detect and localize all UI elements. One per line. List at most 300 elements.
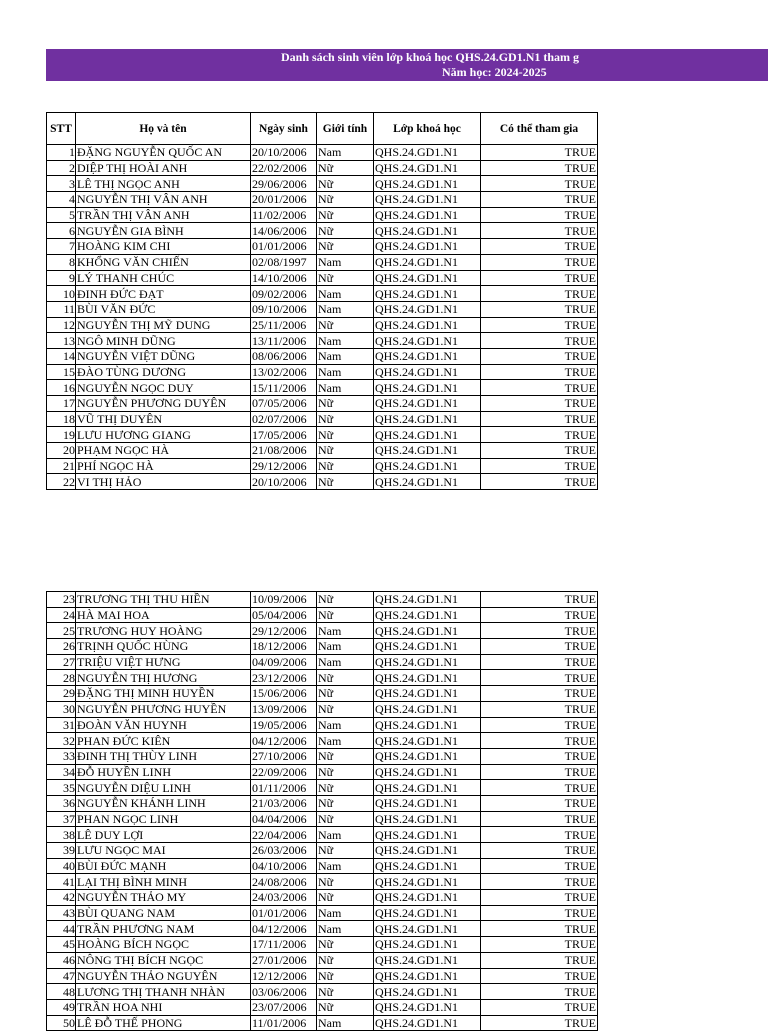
cell-gender: Nam xyxy=(317,1015,374,1031)
cell-class: QHS.24.GD1.N1 xyxy=(374,764,481,780)
cell-can-join: TRUE xyxy=(481,443,598,459)
cell-can-join: TRUE xyxy=(481,348,598,364)
cell-gender: Nam xyxy=(317,733,374,749)
cell-stt: 37 xyxy=(47,811,76,827)
cell-birthdate: 13/02/2006 xyxy=(251,364,317,380)
cell-can-join: TRUE xyxy=(481,748,598,764)
cell-name: TRẦN THỊ VÂN ANH xyxy=(76,207,251,223)
cell-class: QHS.24.GD1.N1 xyxy=(374,780,481,796)
cell-gender: Nữ xyxy=(317,811,374,827)
cell-name: PHẠM NGỌC HÀ xyxy=(76,443,251,459)
cell-birthdate: 09/02/2006 xyxy=(251,286,317,302)
cell-birthdate: 13/09/2006 xyxy=(251,701,317,717)
cell-birthdate: 09/10/2006 xyxy=(251,301,317,317)
cell-stt: 36 xyxy=(47,795,76,811)
cell-stt: 2 xyxy=(47,160,76,176)
table-row xyxy=(47,843,598,859)
cell-birthdate: 15/06/2006 xyxy=(251,686,317,702)
cell-stt: 29 xyxy=(47,686,76,702)
cell-stt: 47 xyxy=(47,968,76,984)
cell-birthdate: 02/07/2006 xyxy=(251,411,317,427)
cell-gender: Nữ xyxy=(317,764,374,780)
cell-stt: 14 xyxy=(47,348,76,364)
cell-birthdate: 25/11/2006 xyxy=(251,317,317,333)
cell-gender: Nam xyxy=(317,905,374,921)
cell-stt: 23 xyxy=(47,592,76,608)
cell-gender: Nam xyxy=(317,286,374,302)
cell-birthdate: 23/07/2006 xyxy=(251,999,317,1015)
cell-birthdate: 19/05/2006 xyxy=(251,717,317,733)
table-row xyxy=(47,701,598,717)
cell-stt: 42 xyxy=(47,890,76,906)
cell-class: QHS.24.GD1.N1 xyxy=(374,301,481,317)
cell-stt: 26 xyxy=(47,639,76,655)
cell-name: NGUYỄN THẢO NGUYÊN xyxy=(76,968,251,984)
cell-stt: 45 xyxy=(47,937,76,953)
cell-can-join: TRUE xyxy=(481,192,598,208)
cell-gender: Nữ xyxy=(317,160,374,176)
cell-can-join: TRUE xyxy=(481,270,598,286)
cell-class: QHS.24.GD1.N1 xyxy=(374,890,481,906)
table-row xyxy=(47,670,598,686)
cell-can-join: TRUE xyxy=(481,254,598,270)
cell-birthdate: 29/12/2006 xyxy=(251,623,317,639)
table-2-body xyxy=(47,592,598,1031)
cell-stt: 4 xyxy=(47,192,76,208)
cell-gender: Nam xyxy=(317,717,374,733)
table-row xyxy=(47,396,598,412)
cell-name: TRẦN PHƯƠNG NAM xyxy=(76,921,251,937)
cell-name: TRIỆU VIỆT HƯNG xyxy=(76,654,251,670)
cell-gender: Nam xyxy=(317,858,374,874)
table-row xyxy=(47,317,598,333)
cell-stt: 43 xyxy=(47,905,76,921)
cell-stt: 39 xyxy=(47,843,76,859)
table-row xyxy=(47,623,598,639)
table-row xyxy=(47,795,598,811)
cell-birthdate: 20/10/2006 xyxy=(251,145,317,161)
cell-name: NGUYỄN PHƯƠNG HUYỀN xyxy=(76,701,251,717)
cell-name: LẠI THỊ BÌNH MINH xyxy=(76,874,251,890)
cell-gender: Nam xyxy=(317,145,374,161)
table-row xyxy=(47,192,598,208)
cell-birthdate: 03/06/2006 xyxy=(251,984,317,1000)
cell-name: LÊ DUY LỢI xyxy=(76,827,251,843)
cell-birthdate: 14/10/2006 xyxy=(251,270,317,286)
table-header-row xyxy=(47,113,598,145)
cell-gender: Nữ xyxy=(317,192,374,208)
cell-birthdate: 27/01/2006 xyxy=(251,952,317,968)
table-row xyxy=(47,592,598,608)
cell-gender: Nữ xyxy=(317,999,374,1015)
cell-class: QHS.24.GD1.N1 xyxy=(374,192,481,208)
cell-can-join: TRUE xyxy=(481,780,598,796)
cell-stt: 48 xyxy=(47,984,76,1000)
cell-name: NGUYỄN NGỌC DUY xyxy=(76,380,251,396)
cell-name: BÙI ĐỨC MẠNH xyxy=(76,858,251,874)
cell-gender: Nam xyxy=(317,639,374,655)
cell-stt: 11 xyxy=(47,301,76,317)
cell-class: QHS.24.GD1.N1 xyxy=(374,717,481,733)
table-row xyxy=(47,443,598,459)
cell-class: QHS.24.GD1.N1 xyxy=(374,145,481,161)
table-row xyxy=(47,286,598,302)
cell-name: LÊ ĐỖ THẾ PHONG xyxy=(76,1015,251,1031)
cell-can-join: TRUE xyxy=(481,858,598,874)
cell-gender: Nữ xyxy=(317,207,374,223)
cell-can-join: TRUE xyxy=(481,639,598,655)
cell-class: QHS.24.GD1.N1 xyxy=(374,443,481,459)
cell-can-join: TRUE xyxy=(481,474,598,490)
cell-gender: Nữ xyxy=(317,701,374,717)
cell-can-join: TRUE xyxy=(481,301,598,317)
cell-birthdate: 27/10/2006 xyxy=(251,748,317,764)
cell-gender: Nam xyxy=(317,623,374,639)
cell-class: QHS.24.GD1.N1 xyxy=(374,411,481,427)
cell-gender: Nữ xyxy=(317,952,374,968)
cell-class: QHS.24.GD1.N1 xyxy=(374,937,481,953)
header-name: Họ và tên xyxy=(76,113,251,145)
cell-can-join: TRUE xyxy=(481,176,598,192)
cell-class: QHS.24.GD1.N1 xyxy=(374,348,481,364)
table-row xyxy=(47,999,598,1015)
cell-birthdate: 20/10/2006 xyxy=(251,474,317,490)
table-row xyxy=(47,1015,598,1031)
cell-birthdate: 20/01/2006 xyxy=(251,192,317,208)
table-row xyxy=(47,474,598,490)
student-table-2 xyxy=(46,591,598,1031)
cell-name: NGUYỄN VIỆT DŨNG xyxy=(76,348,251,364)
cell-stt: 50 xyxy=(47,1015,76,1031)
cell-name: NGUYỄN PHƯƠNG DUYÊN xyxy=(76,396,251,412)
cell-class: QHS.24.GD1.N1 xyxy=(374,207,481,223)
cell-can-join: TRUE xyxy=(481,145,598,161)
cell-can-join: TRUE xyxy=(481,984,598,1000)
cell-gender: Nữ xyxy=(317,427,374,443)
cell-class: QHS.24.GD1.N1 xyxy=(374,921,481,937)
title-banner xyxy=(46,49,768,81)
cell-class: QHS.24.GD1.N1 xyxy=(374,160,481,176)
cell-stt: 20 xyxy=(47,443,76,459)
cell-class: QHS.24.GD1.N1 xyxy=(374,176,481,192)
cell-gender: Nữ xyxy=(317,968,374,984)
cell-can-join: TRUE xyxy=(481,827,598,843)
cell-class: QHS.24.GD1.N1 xyxy=(374,623,481,639)
cell-stt: 38 xyxy=(47,827,76,843)
cell-class: QHS.24.GD1.N1 xyxy=(374,843,481,859)
cell-class: QHS.24.GD1.N1 xyxy=(374,686,481,702)
cell-gender: Nữ xyxy=(317,239,374,255)
table-row xyxy=(47,968,598,984)
cell-class: QHS.24.GD1.N1 xyxy=(374,458,481,474)
cell-can-join: TRUE xyxy=(481,623,598,639)
title-line-2: Năm học: 2024-2025 xyxy=(442,65,547,79)
cell-can-join: TRUE xyxy=(481,952,598,968)
cell-can-join: TRUE xyxy=(481,999,598,1015)
cell-birthdate: 26/03/2006 xyxy=(251,843,317,859)
title-line-1: Danh sách sinh viên lớp khoá học QHS.24.GD1.N1 tham g xyxy=(281,50,580,64)
table-row xyxy=(47,890,598,906)
cell-birthdate: 04/12/2006 xyxy=(251,733,317,749)
table-row xyxy=(47,764,598,780)
cell-class: QHS.24.GD1.N1 xyxy=(374,607,481,623)
table-row xyxy=(47,921,598,937)
table-row xyxy=(47,811,598,827)
cell-gender: Nữ xyxy=(317,270,374,286)
cell-stt: 17 xyxy=(47,396,76,412)
cell-birthdate: 22/09/2006 xyxy=(251,764,317,780)
cell-birthdate: 01/11/2006 xyxy=(251,780,317,796)
cell-birthdate: 13/11/2006 xyxy=(251,333,317,349)
cell-class: QHS.24.GD1.N1 xyxy=(374,317,481,333)
cell-gender: Nam xyxy=(317,827,374,843)
cell-name: PHÍ NGỌC HÀ xyxy=(76,458,251,474)
cell-gender: Nam xyxy=(317,380,374,396)
cell-class: QHS.24.GD1.N1 xyxy=(374,811,481,827)
cell-can-join: TRUE xyxy=(481,795,598,811)
cell-stt: 44 xyxy=(47,921,76,937)
cell-name: NGUYỄN THỊ VÂN ANH xyxy=(76,192,251,208)
cell-gender: Nữ xyxy=(317,670,374,686)
cell-stt: 41 xyxy=(47,874,76,890)
cell-can-join: TRUE xyxy=(481,396,598,412)
cell-birthdate: 23/12/2006 xyxy=(251,670,317,686)
cell-class: QHS.24.GD1.N1 xyxy=(374,639,481,655)
cell-can-join: TRUE xyxy=(481,411,598,427)
cell-birthdate: 01/01/2006 xyxy=(251,239,317,255)
cell-stt: 32 xyxy=(47,733,76,749)
cell-can-join: TRUE xyxy=(481,686,598,702)
cell-gender: Nữ xyxy=(317,411,374,427)
cell-birthdate: 29/12/2006 xyxy=(251,458,317,474)
cell-gender: Nữ xyxy=(317,317,374,333)
cell-class: QHS.24.GD1.N1 xyxy=(374,1015,481,1031)
cell-birthdate: 08/06/2006 xyxy=(251,348,317,364)
cell-class: QHS.24.GD1.N1 xyxy=(374,239,481,255)
table-row xyxy=(47,874,598,890)
cell-class: QHS.24.GD1.N1 xyxy=(374,701,481,717)
cell-class: QHS.24.GD1.N1 xyxy=(374,592,481,608)
cell-stt: 8 xyxy=(47,254,76,270)
cell-birthdate: 11/01/2006 xyxy=(251,1015,317,1031)
cell-name: NÔNG THỊ BÍCH NGỌC xyxy=(76,952,251,968)
cell-birthdate: 21/08/2006 xyxy=(251,443,317,459)
cell-birthdate: 14/06/2006 xyxy=(251,223,317,239)
cell-class: QHS.24.GD1.N1 xyxy=(374,748,481,764)
cell-name: ĐẶNG NGUYỄN QUỐC AN xyxy=(76,145,251,161)
cell-name: TRỊNH QUỐC HÙNG xyxy=(76,639,251,655)
cell-class: QHS.24.GD1.N1 xyxy=(374,223,481,239)
cell-stt: 7 xyxy=(47,239,76,255)
cell-stt: 33 xyxy=(47,748,76,764)
cell-birthdate: 04/12/2006 xyxy=(251,921,317,937)
header-birthdate: Ngày sinh xyxy=(251,113,317,145)
cell-class: QHS.24.GD1.N1 xyxy=(374,984,481,1000)
cell-can-join: TRUE xyxy=(481,764,598,780)
cell-class: QHS.24.GD1.N1 xyxy=(374,396,481,412)
cell-can-join: TRUE xyxy=(481,670,598,686)
cell-class: QHS.24.GD1.N1 xyxy=(374,270,481,286)
cell-class: QHS.24.GD1.N1 xyxy=(374,286,481,302)
cell-class: QHS.24.GD1.N1 xyxy=(374,670,481,686)
cell-gender: Nam xyxy=(317,348,374,364)
cell-name: ĐOÀN VĂN HUYNH xyxy=(76,717,251,733)
cell-birthdate: 24/03/2006 xyxy=(251,890,317,906)
table-1-body xyxy=(47,145,598,490)
cell-gender: Nam xyxy=(317,364,374,380)
cell-name: NGÔ MINH DŨNG xyxy=(76,333,251,349)
cell-gender: Nữ xyxy=(317,780,374,796)
cell-name: TRẦN HOA NHI xyxy=(76,999,251,1015)
table-row xyxy=(47,458,598,474)
table-row xyxy=(47,827,598,843)
table-row xyxy=(47,239,598,255)
cell-class: QHS.24.GD1.N1 xyxy=(374,858,481,874)
cell-gender: Nữ xyxy=(317,984,374,1000)
cell-stt: 9 xyxy=(47,270,76,286)
cell-name: ĐẶNG THỊ MINH HUYỀN xyxy=(76,686,251,702)
cell-gender: Nam xyxy=(317,921,374,937)
cell-can-join: TRUE xyxy=(481,811,598,827)
cell-can-join: TRUE xyxy=(481,843,598,859)
cell-birthdate: 04/04/2006 xyxy=(251,811,317,827)
cell-class: QHS.24.GD1.N1 xyxy=(374,905,481,921)
cell-class: QHS.24.GD1.N1 xyxy=(374,364,481,380)
cell-name: NGUYỄN DIỆU LINH xyxy=(76,780,251,796)
cell-class: QHS.24.GD1.N1 xyxy=(374,952,481,968)
cell-name: HOÀNG KIM CHI xyxy=(76,239,251,255)
cell-gender: Nữ xyxy=(317,458,374,474)
cell-stt: 15 xyxy=(47,364,76,380)
table-row xyxy=(47,984,598,1000)
cell-stt: 31 xyxy=(47,717,76,733)
cell-name: LƯƠNG THỊ THANH NHÀN xyxy=(76,984,251,1000)
cell-name: ĐỖ HUYỀN LINH xyxy=(76,764,251,780)
cell-birthdate: 17/05/2006 xyxy=(251,427,317,443)
cell-gender: Nam xyxy=(317,254,374,270)
cell-birthdate: 22/04/2006 xyxy=(251,827,317,843)
table-row xyxy=(47,654,598,670)
cell-stt: 10 xyxy=(47,286,76,302)
cell-gender: Nữ xyxy=(317,396,374,412)
table-row xyxy=(47,411,598,427)
cell-stt: 13 xyxy=(47,333,76,349)
cell-birthdate: 18/12/2006 xyxy=(251,639,317,655)
table-row xyxy=(47,686,598,702)
cell-stt: 24 xyxy=(47,607,76,623)
cell-stt: 46 xyxy=(47,952,76,968)
cell-name: DIỆP THỊ HOÀI ANH xyxy=(76,160,251,176)
cell-can-join: TRUE xyxy=(481,207,598,223)
cell-gender: Nữ xyxy=(317,795,374,811)
student-table-1 xyxy=(46,112,598,490)
table-row xyxy=(47,717,598,733)
cell-can-join: TRUE xyxy=(481,592,598,608)
cell-class: QHS.24.GD1.N1 xyxy=(374,380,481,396)
cell-class: QHS.24.GD1.N1 xyxy=(374,795,481,811)
cell-name: HÀ MAI HOA xyxy=(76,607,251,623)
cell-birthdate: 01/01/2006 xyxy=(251,905,317,921)
cell-can-join: TRUE xyxy=(481,1015,598,1031)
cell-class: QHS.24.GD1.N1 xyxy=(374,968,481,984)
cell-gender: Nữ xyxy=(317,223,374,239)
table-row xyxy=(47,364,598,380)
cell-can-join: TRUE xyxy=(481,160,598,176)
cell-birthdate: 29/06/2006 xyxy=(251,176,317,192)
cell-stt: 49 xyxy=(47,999,76,1015)
cell-name: ĐÀO TÙNG DƯƠNG xyxy=(76,364,251,380)
cell-name: LÝ THANH CHÚC xyxy=(76,270,251,286)
table-row xyxy=(47,380,598,396)
table-row xyxy=(47,254,598,270)
cell-class: QHS.24.GD1.N1 xyxy=(374,733,481,749)
cell-gender: Nữ xyxy=(317,937,374,953)
header-gender: Giới tính xyxy=(317,113,374,145)
cell-gender: Nữ xyxy=(317,176,374,192)
table-row xyxy=(47,748,598,764)
table-row xyxy=(47,780,598,796)
cell-stt: 5 xyxy=(47,207,76,223)
cell-gender: Nữ xyxy=(317,890,374,906)
cell-class: QHS.24.GD1.N1 xyxy=(374,827,481,843)
cell-birthdate: 12/12/2006 xyxy=(251,968,317,984)
cell-birthdate: 22/02/2006 xyxy=(251,160,317,176)
cell-name: KHỔNG VĂN CHIẾN xyxy=(76,254,251,270)
cell-can-join: TRUE xyxy=(481,654,598,670)
cell-gender: Nữ xyxy=(317,874,374,890)
cell-class: QHS.24.GD1.N1 xyxy=(374,474,481,490)
cell-can-join: TRUE xyxy=(481,701,598,717)
cell-can-join: TRUE xyxy=(481,223,598,239)
cell-birthdate: 15/11/2006 xyxy=(251,380,317,396)
cell-class: QHS.24.GD1.N1 xyxy=(374,999,481,1015)
cell-name: BÙI QUANG NAM xyxy=(76,905,251,921)
cell-can-join: TRUE xyxy=(481,427,598,443)
cell-can-join: TRUE xyxy=(481,317,598,333)
cell-stt: 16 xyxy=(47,380,76,396)
cell-name: NGUYỄN THỊ HƯƠNG xyxy=(76,670,251,686)
table-row xyxy=(47,145,598,161)
table-row xyxy=(47,223,598,239)
cell-gender: Nam xyxy=(317,654,374,670)
cell-can-join: TRUE xyxy=(481,874,598,890)
table-row xyxy=(47,858,598,874)
table-row xyxy=(47,607,598,623)
cell-name: PHAN ĐỨC KIÊN xyxy=(76,733,251,749)
cell-gender: Nam xyxy=(317,333,374,349)
cell-gender: Nữ xyxy=(317,607,374,623)
cell-stt: 6 xyxy=(47,223,76,239)
cell-stt: 28 xyxy=(47,670,76,686)
cell-gender: Nữ xyxy=(317,686,374,702)
cell-name: VI THỊ HẢO xyxy=(76,474,251,490)
table-row xyxy=(47,952,598,968)
cell-can-join: TRUE xyxy=(481,239,598,255)
header-class: Lớp khoá học xyxy=(374,113,481,145)
cell-name: LÊ THỊ NGỌC ANH xyxy=(76,176,251,192)
cell-stt: 22 xyxy=(47,474,76,490)
cell-gender: Nữ xyxy=(317,474,374,490)
cell-birthdate: 02/08/1997 xyxy=(251,254,317,270)
cell-stt: 35 xyxy=(47,780,76,796)
table-row xyxy=(47,160,598,176)
cell-birthdate: 04/10/2006 xyxy=(251,858,317,874)
cell-name: HOÀNG BÍCH NGỌC xyxy=(76,937,251,953)
cell-birthdate: 17/11/2006 xyxy=(251,937,317,953)
cell-stt: 19 xyxy=(47,427,76,443)
cell-name: LƯU NGỌC MAI xyxy=(76,843,251,859)
cell-birthdate: 24/08/2006 xyxy=(251,874,317,890)
